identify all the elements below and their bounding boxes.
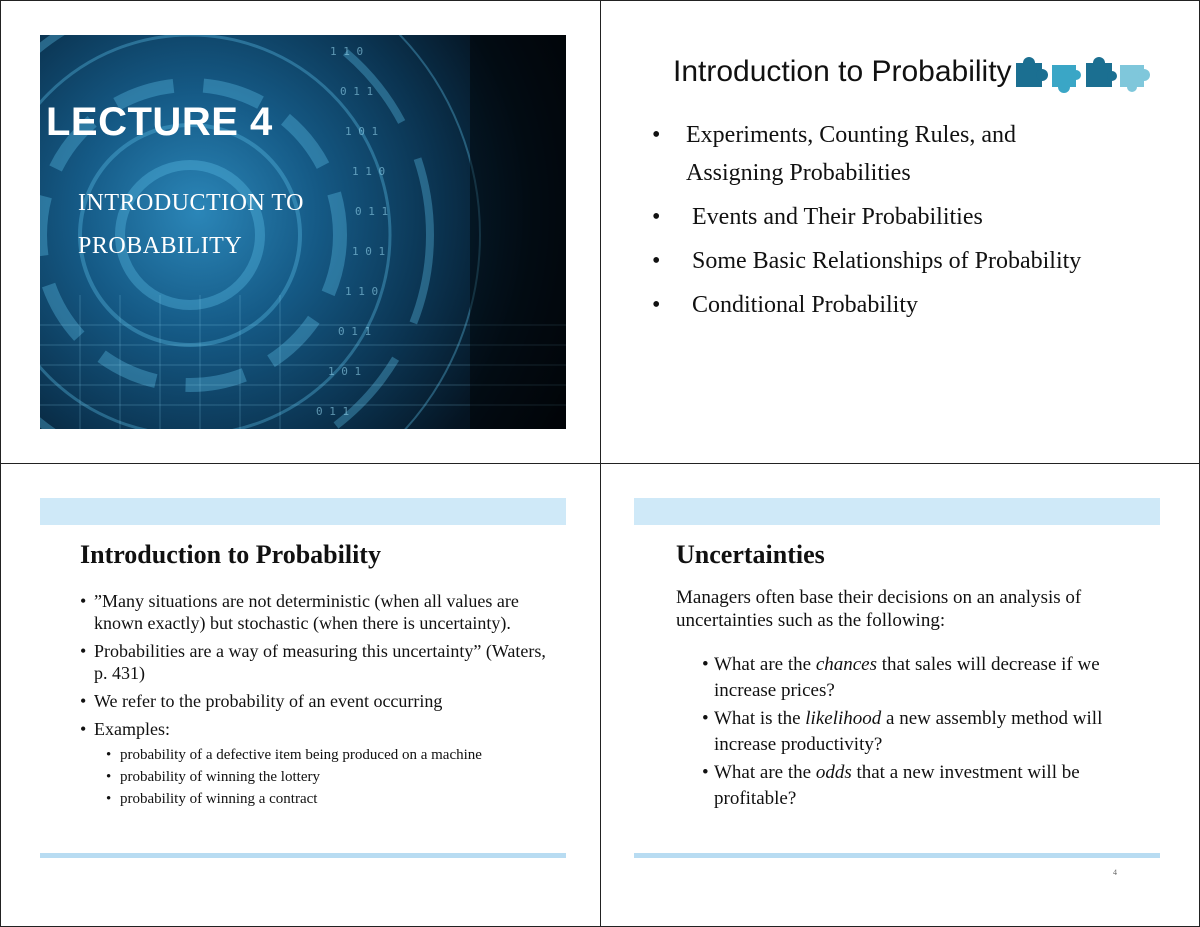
slide2-topic-item xyxy=(652,198,1172,236)
question-text: that a new investment will be profitable? xyxy=(714,762,1080,809)
slide3-bullet-item: • We refer to the probability of an event occurring xyxy=(80,690,560,712)
emphasis-word: likelihood xyxy=(805,708,882,729)
slide2-topic-item xyxy=(652,286,1172,324)
svg-text:1 0 1: 1 0 1 xyxy=(328,365,362,378)
example-item: • probability of winning the lottery xyxy=(106,766,560,788)
examples-label: Examples: xyxy=(94,719,170,739)
svg-text:0 1 1: 0 1 1 xyxy=(355,205,389,218)
lecture-subtitle-line1: INTRODUCTION TO xyxy=(78,190,304,216)
svg-text:0 1 1: 0 1 1 xyxy=(338,325,372,338)
page-number: 4 xyxy=(1113,868,1117,877)
svg-text:1 1 0: 1 1 0 xyxy=(330,45,364,58)
topic-text: Experiments, Counting Rules, and xyxy=(686,122,1016,148)
svg-text:0 1 1: 0 1 1 xyxy=(316,405,350,418)
circuit-art xyxy=(40,35,566,429)
slide4-intro: Managers often base their decisions on an analysis of uncertainties such as the following: xyxy=(676,587,1082,631)
slide4-question-item xyxy=(702,706,1132,758)
bullet: • xyxy=(652,204,661,230)
slide3-bullet-item: • ”Many situations are not deterministic (when all values are known exactly) but stochastic (when there is uncertainty). xyxy=(80,590,560,634)
slide2-title: Introduction to Probability xyxy=(673,55,1012,88)
emphasis-word: odds xyxy=(815,762,852,783)
svg-text:1 1 0: 1 1 0 xyxy=(345,285,379,298)
slide2-topic-item xyxy=(652,116,1172,192)
topic-text: Some Basic Relationships of Probability xyxy=(692,248,1082,274)
slide4-title: Uncertainties xyxy=(676,540,825,569)
lecture-cover-image xyxy=(40,35,566,429)
svg-text:1 0 1: 1 0 1 xyxy=(352,245,386,258)
slide4-question-list xyxy=(702,652,1132,814)
slide3-footer-bar xyxy=(40,853,566,858)
svg-text:1 0 1: 1 0 1 xyxy=(345,125,379,138)
svg-text:0 1 1: 0 1 1 xyxy=(340,85,374,98)
emphasis-word: chances xyxy=(815,654,878,675)
bullet: • xyxy=(652,122,661,148)
lecture-number: LECTURE 4 xyxy=(46,100,273,144)
example-item: • probability of a defective item being produced on a machine xyxy=(106,744,560,766)
bullet: • xyxy=(652,248,661,274)
lecture-subtitle-line2: PROBABILITY xyxy=(78,233,243,259)
slide3-header-bar xyxy=(40,498,566,525)
slide3-bullet-item: • Probabilities are a way of measuring this uncertainty” (Waters, p. 431) xyxy=(80,640,560,684)
question-text: What are the xyxy=(714,762,816,783)
slide4-header-bar xyxy=(634,498,1160,525)
topic-text: Events and Their Probabilities xyxy=(692,204,983,230)
example-item: • probability of winning a contract xyxy=(106,788,560,810)
examples-sublist xyxy=(94,744,560,810)
question-text: What are the xyxy=(714,654,816,675)
slide3-bullet-list xyxy=(80,590,560,816)
topic-text-continued: Assigning Probabilities xyxy=(686,160,911,186)
puzzle-pieces-icon xyxy=(1012,55,1160,95)
svg-text:1 1 0: 1 1 0 xyxy=(352,165,386,178)
question-text: a new assembly method will increase productivity? xyxy=(714,708,1103,755)
slide4-question-item xyxy=(702,760,1132,812)
bullet: • xyxy=(652,292,661,318)
horizontal-divider xyxy=(0,463,1200,464)
slide2-topic-item xyxy=(652,242,1172,280)
slide4-question-item xyxy=(702,652,1132,704)
slide2-topic-list xyxy=(652,116,1172,330)
slide3-bullet-item-examples xyxy=(80,718,560,810)
topic-text: Conditional Probability xyxy=(692,292,918,318)
question-text: that sales will decrease if we increase prices? xyxy=(714,654,1100,701)
slide4-footer-bar xyxy=(634,853,1160,858)
slide3-title: Introduction to Probability xyxy=(80,540,381,569)
question-text: What is the xyxy=(714,708,806,729)
